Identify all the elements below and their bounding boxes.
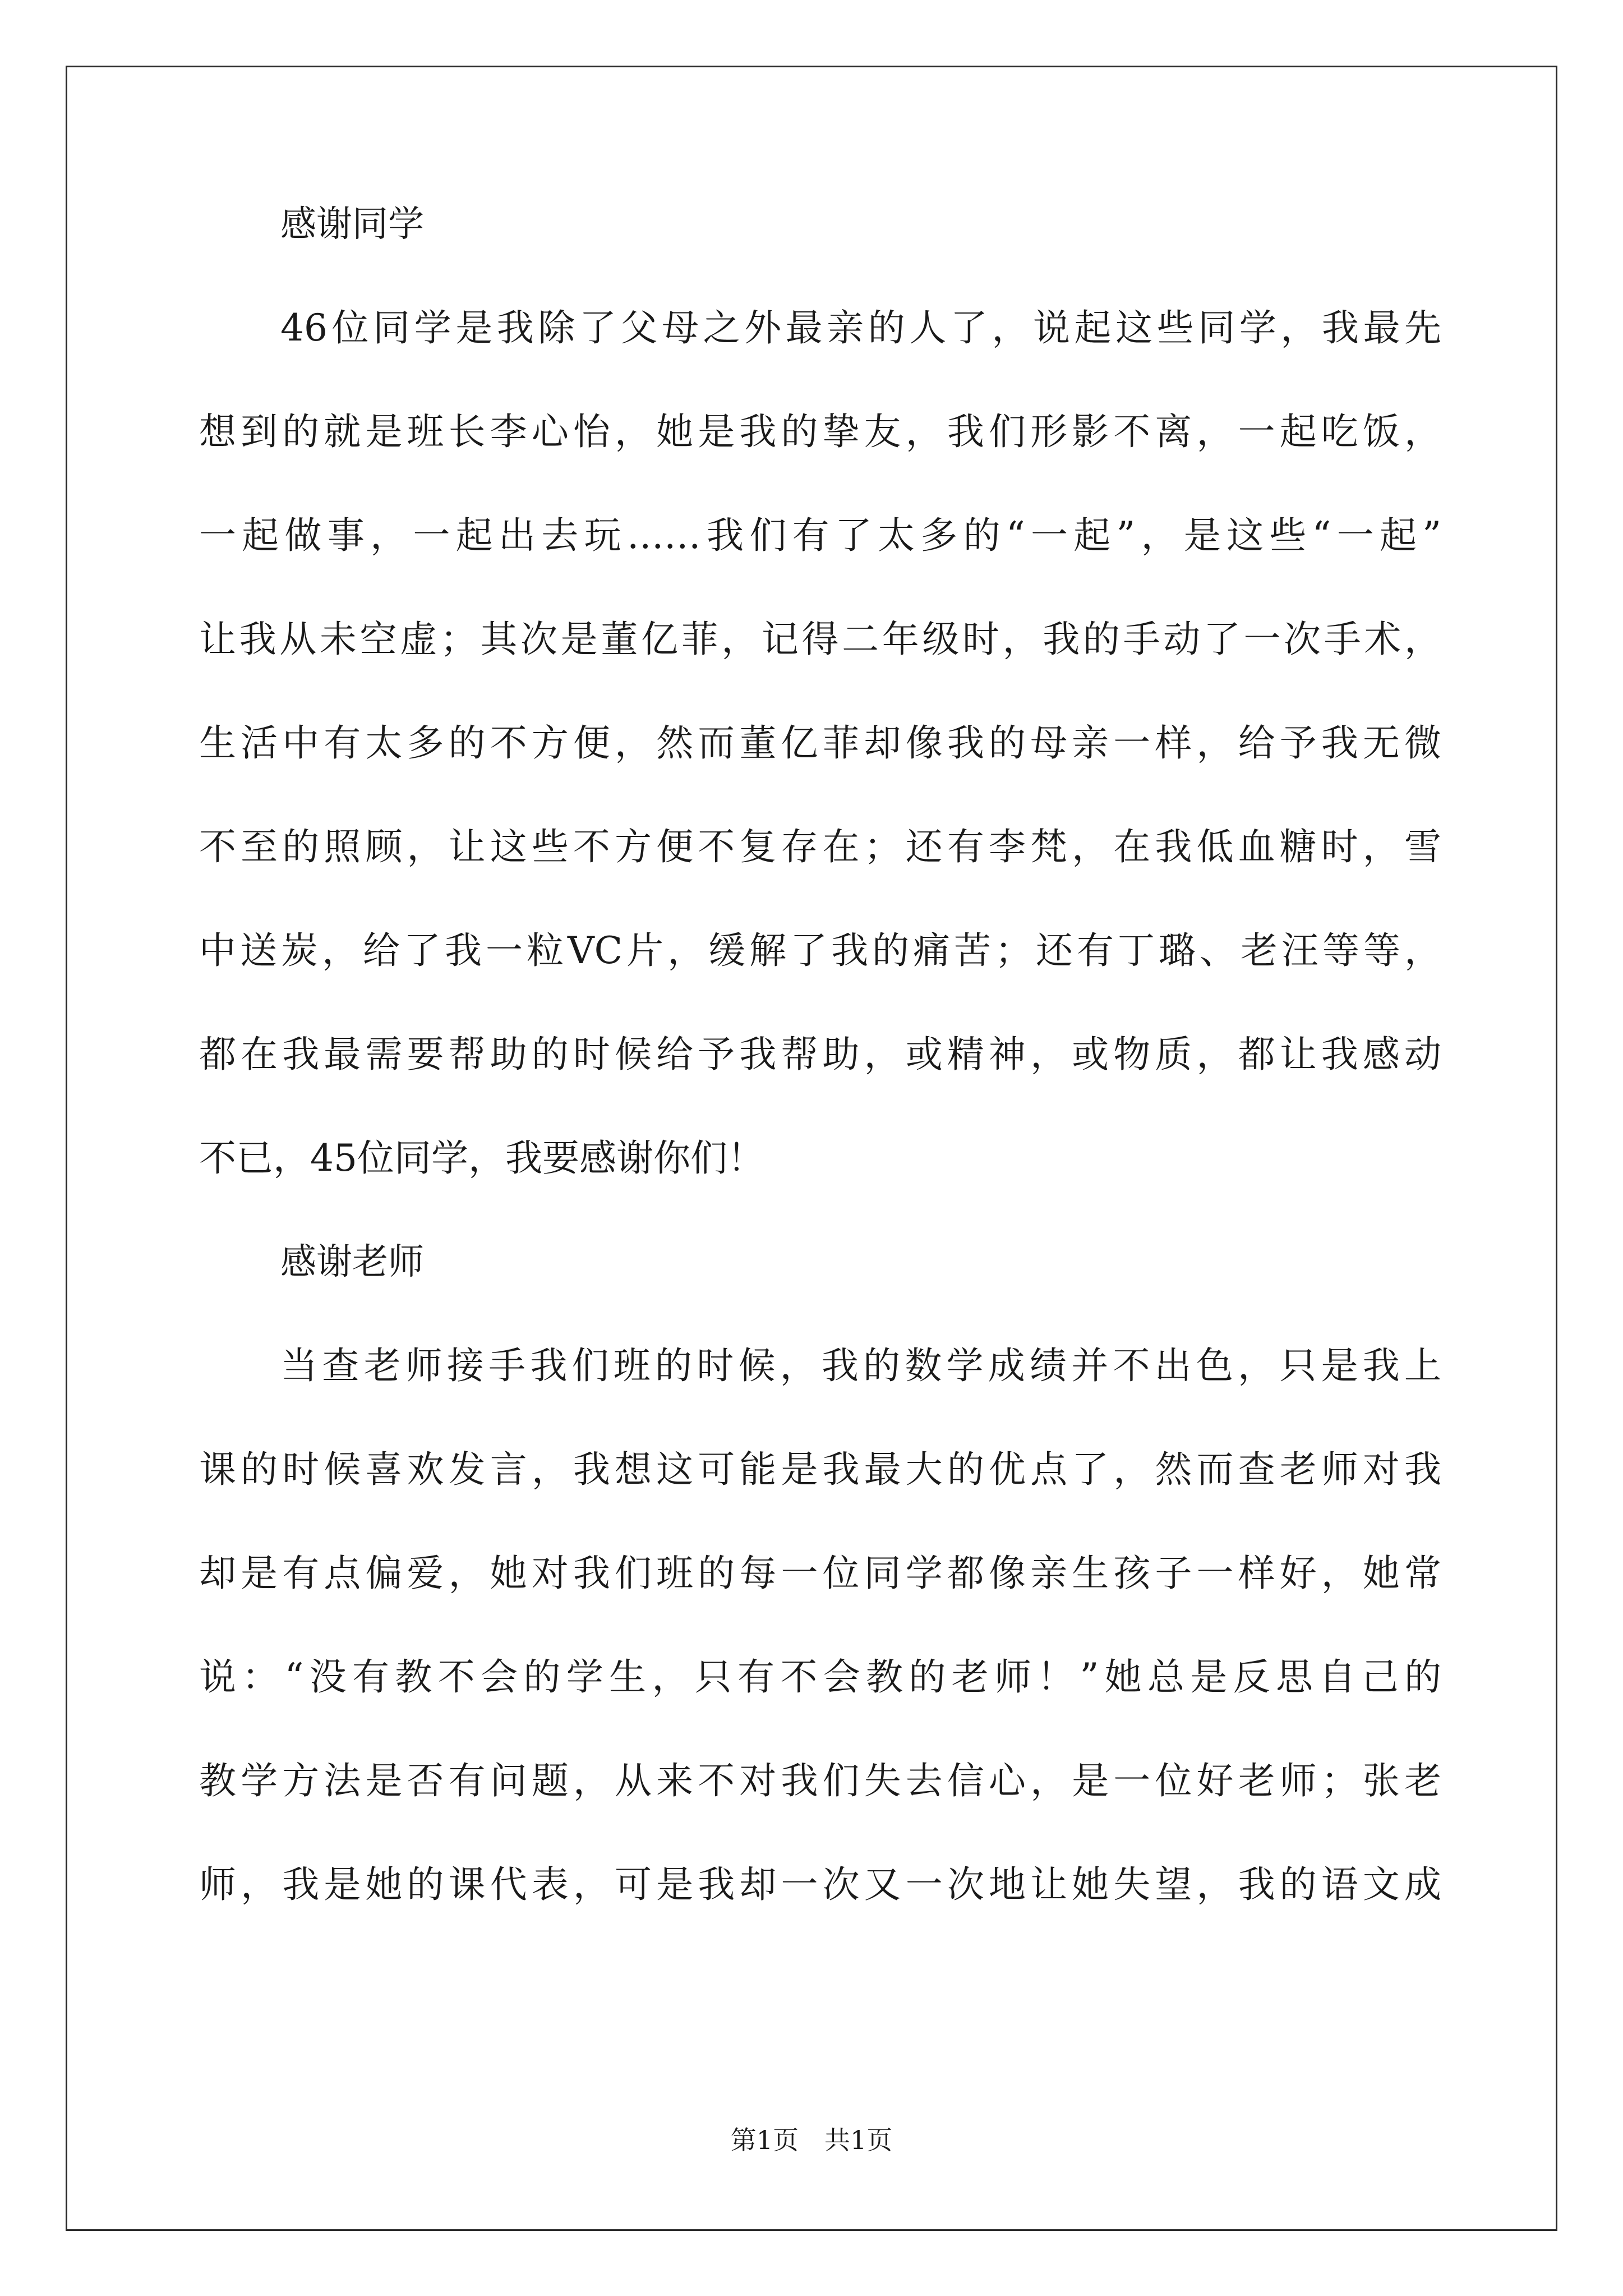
section-heading: 感谢同学 bbox=[280, 204, 424, 245]
text-line: 师，我是她的课代表，可是我却一次又一次地让她失望，我的语文成 bbox=[199, 1863, 1441, 1906]
paragraph bbox=[199, 1341, 1441, 1910]
text-line: 生活中有太多的不方便，然而董亿菲却像我的母亲一样，给予我无微 bbox=[199, 721, 1441, 765]
text-line: 一起做事，一起出去玩……我们有了太多的“一起”，是这些“一起” bbox=[199, 514, 1441, 557]
text-line: 让我从未空虚；其次是董亿菲，记得二年级时，我的手动了一次手术， bbox=[199, 618, 1441, 661]
text-line: 却是有点偏爱，她对我们班的每一位同学都像亲生孩子一样好，她常 bbox=[199, 1552, 1441, 1595]
document-body bbox=[199, 199, 1441, 1910]
text-line: 当查老师接手我们班的时候，我的数学成绩并不出色，只是我上 bbox=[280, 1344, 1441, 1387]
paragraph bbox=[199, 303, 1441, 1184]
text-line: 教学方法是否有问题，从来不对我们失去信心，是一位好老师；张老 bbox=[199, 1759, 1441, 1802]
text-line: 课的时候喜欢发言，我想这可能是我最大的优点了，然而查老师对我 bbox=[199, 1448, 1441, 1491]
section-classmates bbox=[199, 199, 1441, 1184]
text-line: 不已，45位同学，我要感谢你们！ bbox=[199, 1137, 764, 1180]
text-line: 中送炭，给了我一粒VC片，缓解了我的痛苦；还有丁璐、老汪等等， bbox=[199, 929, 1441, 972]
text-line: 想到的就是班长李心怡，她是我的挚友，我们形影不离，一起吃饭， bbox=[199, 410, 1441, 453]
text-line: 不至的照顾，让这些不方便不复存在；还有李梵，在我低血糖时，雪 bbox=[199, 825, 1441, 868]
section-heading: 感谢老师 bbox=[280, 1241, 424, 1283]
text-line: 都在我最需要帮助的时候给予我帮助，或精神，或物质，都让我感动 bbox=[199, 1033, 1441, 1076]
text-line: 46位同学是我除了父母之外最亲的人了，说起这些同学，我最先 bbox=[280, 306, 1441, 349]
page-footer: 第1页 共1页 bbox=[730, 2125, 893, 2155]
text-line: 说：“没有教不会的学生，只有不会教的老师！”她总是反思自己的 bbox=[199, 1655, 1441, 1699]
section-teachers bbox=[199, 1237, 1441, 1910]
